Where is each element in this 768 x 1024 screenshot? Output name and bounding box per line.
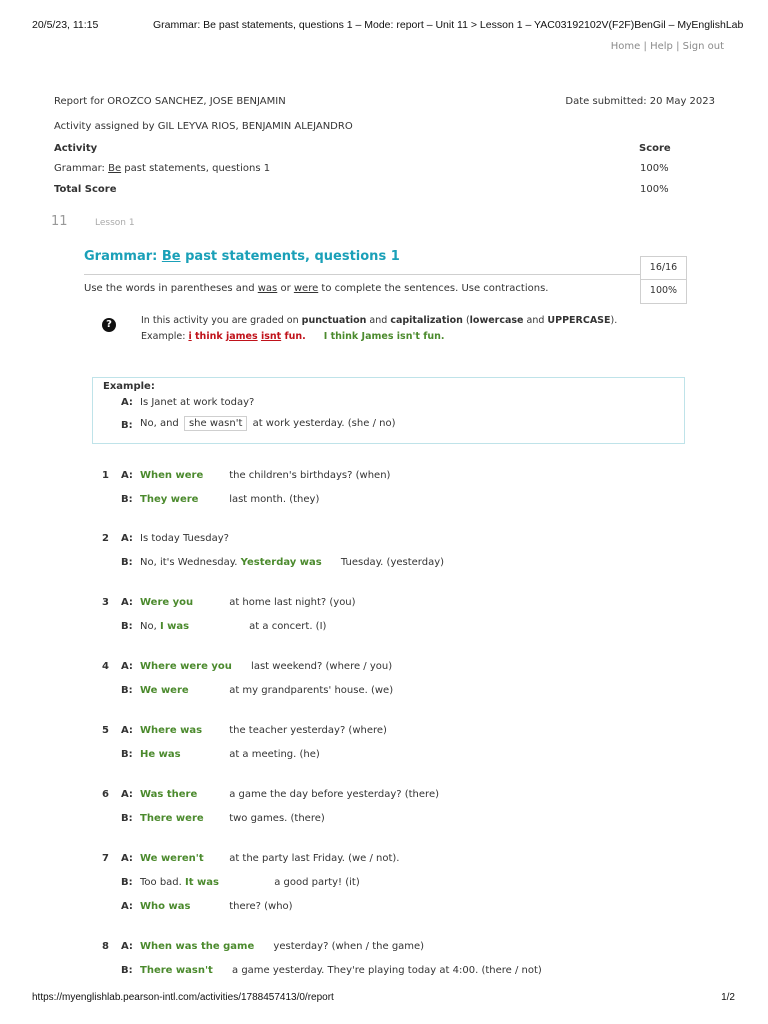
note-text-b: ( <box>462 315 470 326</box>
line-text-after: last month. (they) <box>229 494 320 505</box>
instructions-were: were <box>293 283 319 294</box>
speaker-label: B: <box>121 685 133 696</box>
correct-answer: When were <box>140 470 204 481</box>
dialogue-line <box>140 749 320 760</box>
correct-answer: There wasn't <box>140 965 213 976</box>
grading-note <box>141 315 617 326</box>
correct-answer: When was the game <box>140 941 255 952</box>
question-number: 6 <box>102 789 109 800</box>
dialogue-line <box>140 901 293 912</box>
correct-example: I think James isn't fun. <box>323 331 445 342</box>
speaker-label: A: <box>121 597 133 608</box>
dialogue-line <box>140 853 399 864</box>
unit-number: 11 <box>51 214 68 229</box>
dialogue-line <box>140 725 387 736</box>
dialogue-line <box>140 965 542 976</box>
dialogue-line <box>140 597 356 608</box>
dialogue-line <box>140 621 326 632</box>
note-text-c: ). <box>610 315 618 326</box>
wrong-example-think: think <box>191 331 226 342</box>
question-number: 8 <box>102 941 109 952</box>
line-text-before: Is today Tuesday? <box>140 533 229 544</box>
line-text-after: yesterday? (when / the game) <box>273 941 425 952</box>
home-link[interactable]: Home <box>610 41 641 52</box>
speaker-label: A: <box>121 661 133 672</box>
speaker-label: B: <box>121 877 133 888</box>
dialogue-line <box>140 557 444 568</box>
correct-answer: I was <box>159 621 190 632</box>
correct-answer: Who was <box>140 901 191 912</box>
question-number: 7 <box>102 853 109 864</box>
activity-name-be: Be <box>108 163 122 174</box>
speaker-label: B: <box>121 557 133 568</box>
total-score-label: Total Score <box>54 184 117 195</box>
correct-answer: Were you <box>140 597 194 608</box>
instructions-part-2: to complete the sentences. Use contractions. <box>318 283 549 294</box>
line-text-after: a good party! (it) <box>274 877 360 888</box>
example-a-text: Is Janet at work today? <box>140 397 255 408</box>
line-text-before: No, <box>140 621 157 632</box>
dialogue-line <box>140 533 229 544</box>
line-text-after: last weekend? (where / you) <box>251 661 393 672</box>
question-number: 1 <box>102 470 109 481</box>
line-text-after: at my grandparents' house. (we) <box>229 685 394 696</box>
line-text-after: a game the day before yesterday? (there) <box>229 789 439 800</box>
signout-link[interactable]: Sign out <box>682 41 724 52</box>
report-for: Report for OROZCO SANCHEZ, JOSE BENJAMIN <box>54 96 286 107</box>
activity-title-suffix: past statements, questions 1 <box>180 249 400 264</box>
line-text-after: two games. (there) <box>229 813 325 824</box>
question-number: 5 <box>102 725 109 736</box>
link-separator: | <box>643 41 647 52</box>
activity-name-suffix: past statements, questions 1 <box>121 163 271 174</box>
note-and-2: and <box>523 315 548 326</box>
line-text-before: Too bad. <box>140 877 182 888</box>
speaker-label: B: <box>121 749 133 760</box>
grading-example <box>141 331 445 342</box>
score-box <box>640 256 687 304</box>
dialogue-line <box>140 685 393 696</box>
speaker-label: A: <box>121 470 133 481</box>
wrong-example-isnt: isnt <box>260 331 282 342</box>
correct-answer: They were <box>140 494 199 505</box>
speaker-label: B: <box>121 494 133 505</box>
correct-answer: There were <box>140 813 204 824</box>
line-text-after: the children's birthdays? (when) <box>229 470 391 481</box>
speaker-label: A: <box>121 941 133 952</box>
speaker-label: B: <box>121 621 133 632</box>
question-number: 4 <box>102 661 109 672</box>
note-capitalization: capitalization <box>390 315 463 326</box>
dialogue-line <box>140 494 319 505</box>
note-example-label: Example: <box>141 331 189 342</box>
correct-answer: We weren't <box>140 853 204 864</box>
speaker-label: A: <box>121 789 133 800</box>
correct-answer: We were <box>140 685 189 696</box>
note-punctuation: punctuation <box>301 315 367 326</box>
line-text-after: at a meeting. (he) <box>229 749 320 760</box>
activity-name <box>54 163 270 174</box>
link-separator: | <box>676 41 680 52</box>
activity-title-prefix: Grammar: <box>84 249 162 264</box>
note-lowercase: lowercase <box>469 315 524 326</box>
dialogue-line <box>140 789 439 800</box>
date-submitted: Date submitted: 20 May 2023 <box>565 96 715 107</box>
question-number: 2 <box>102 533 109 544</box>
print-page-number: 1/2 <box>721 992 735 1003</box>
speaker-label: A: <box>121 853 133 864</box>
correct-answer: It was <box>185 877 219 888</box>
instructions-was: was <box>257 283 278 294</box>
speaker-label: B: <box>121 813 133 824</box>
print-datetime: 20/5/23, 11:15 <box>32 19 99 31</box>
lesson-label: Lesson 1 <box>95 218 135 228</box>
correct-answer: Yesterday was <box>240 557 322 568</box>
activity-title-be: Be <box>161 249 181 264</box>
question-circle-icon: ? <box>102 318 116 332</box>
example-label: Example: <box>103 381 155 392</box>
line-text-after: at home last night? (you) <box>229 597 356 608</box>
example-box <box>92 377 685 444</box>
correct-answer: Where were you <box>140 661 232 672</box>
assigned-by: Activity assigned by GIL LEYVA RIOS, BENJAMIN ALEJANDRO <box>54 121 353 132</box>
speaker-label: A: <box>121 725 133 736</box>
activity-name-prefix: Grammar: <box>54 163 109 174</box>
line-text-before: No, it's Wednesday. <box>140 557 238 568</box>
dialogue-line <box>140 813 325 824</box>
activity-title <box>84 249 400 264</box>
line-text-after: the teacher yesterday? (where) <box>229 725 387 736</box>
help-link[interactable]: Help <box>650 41 673 52</box>
top-links <box>611 41 724 52</box>
example-a-label: A: <box>121 397 133 408</box>
instructions <box>84 283 548 294</box>
example-answer-box: she wasn't <box>184 416 247 431</box>
note-text-a: In this activity you are graded on <box>141 315 302 326</box>
wrong-example-fun: fun. <box>281 331 306 342</box>
example-b-line <box>140 416 395 431</box>
dialogue-line <box>140 470 390 481</box>
line-text-after: there? (who) <box>229 901 293 912</box>
correct-answer: Was there <box>140 789 198 800</box>
title-divider <box>84 274 640 275</box>
speaker-label: B: <box>121 965 133 976</box>
speaker-label: A: <box>121 533 133 544</box>
line-text-after: a game yesterday. They're playing today at 4:00. (there / not) <box>232 965 542 976</box>
total-score-value: 100% <box>640 184 669 195</box>
instructions-or: or <box>277 283 294 294</box>
dialogue-line <box>140 877 360 888</box>
line-text-after: at the party last Friday. (we / not). <box>229 853 400 864</box>
instructions-part-1: Use the words in parentheses and <box>84 283 258 294</box>
question-number: 3 <box>102 597 109 608</box>
line-text-after: at a concert. (I) <box>249 621 327 632</box>
note-uppercase: UPPERCASE <box>547 315 611 326</box>
wrong-example-i: i <box>188 331 192 342</box>
note-and: and <box>366 315 391 326</box>
correct-answer: He was <box>140 749 181 760</box>
dialogue-line <box>140 941 424 952</box>
score-column-header: Score <box>639 143 671 154</box>
example-b-post: at work yesterday. (she / no) <box>252 418 396 429</box>
activity-score: 100% <box>640 163 669 174</box>
wrong-example-james: james <box>225 331 258 342</box>
print-page-title: Grammar: Be past statements, questions 1 – Mode: report – Unit 11 > Lesson 1 – YAC03192102V(F2F)BenGil – MyEnglishLab <box>153 19 744 31</box>
print-url: https://myenglishlab.pearson-intl.com/activities/1788457413/0/report <box>32 992 334 1003</box>
activity-column-header: Activity <box>54 143 98 154</box>
line-text-after: Tuesday. (yesterday) <box>340 557 445 568</box>
score-fraction: 16/16 <box>649 262 678 273</box>
dialogue-line <box>140 661 392 672</box>
correct-answer: Where was <box>140 725 203 736</box>
score-percent: 100% <box>641 279 686 302</box>
speaker-label: A: <box>121 901 133 912</box>
example-b-label: B: <box>121 420 133 431</box>
example-b-pre: No, and <box>140 418 179 429</box>
